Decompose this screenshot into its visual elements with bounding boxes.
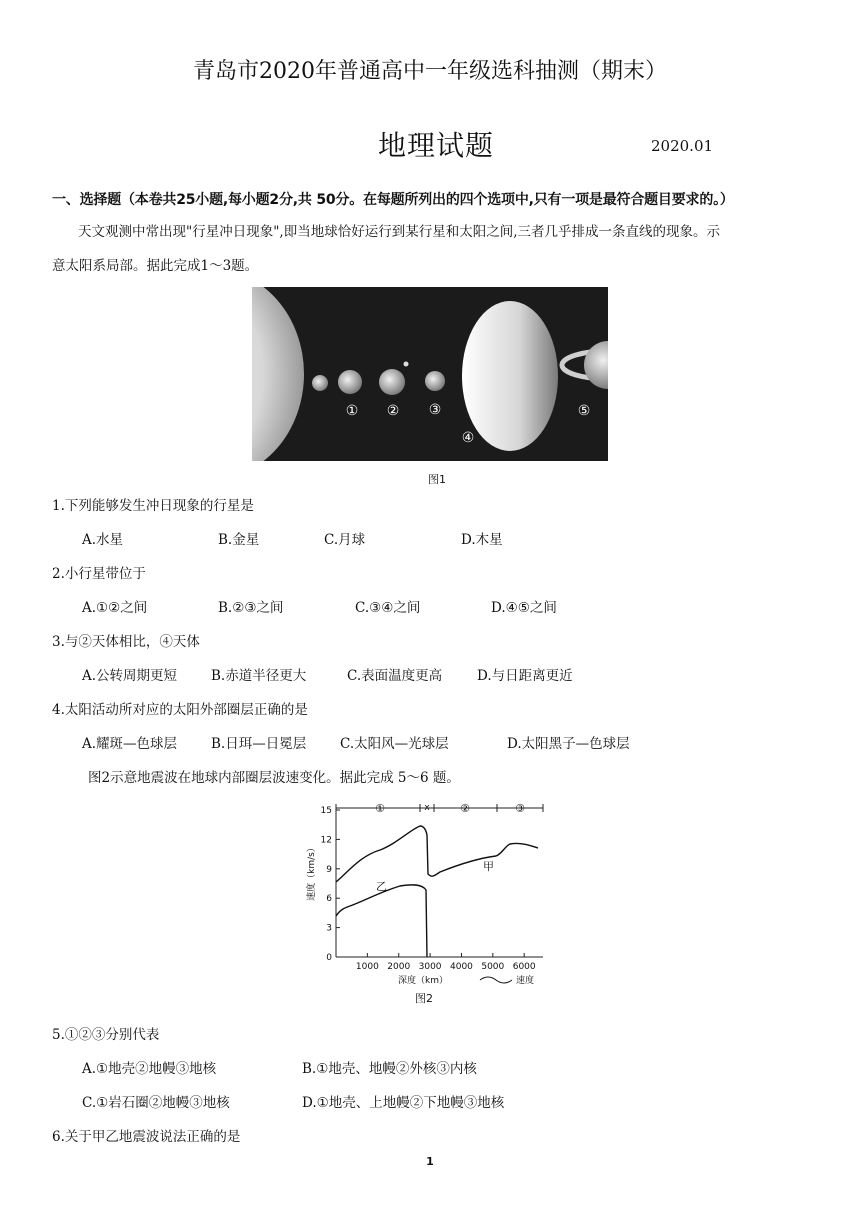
q4-option-d: D.太阳黑子—色球层 (507, 736, 630, 752)
q1-option-d: D.木星 (461, 532, 503, 548)
q3-option-b: B.赤道半径更大 (211, 668, 307, 684)
curve-yi-label: 乙 (376, 880, 387, 893)
curve-jia (336, 826, 538, 882)
y-tick-label: 9 (326, 864, 332, 875)
q2-option-d: D.④⑤之间 (491, 600, 557, 616)
q2-option-a: A.①②之间 (82, 600, 148, 616)
y-tick-label: 6 (326, 894, 332, 905)
y-tick-label: 0 (326, 953, 332, 963)
question-4: 4.太阳活动所对应的太阳外部圈层正确的是 (52, 702, 308, 718)
fig1-label-5: ⑤ (577, 403, 591, 419)
question-1: 1.下列能够发生冲日现象的行星是 (52, 498, 254, 514)
q2-option-c: C.③④之间 (355, 600, 421, 616)
solar-system-figure (252, 287, 608, 461)
subject-title: 地理试题 (378, 129, 495, 162)
q5-option-c: C.①岩石圈②地幔③地核 (82, 1095, 230, 1111)
zone-label-1: ① (375, 802, 385, 815)
jupiter-icon (462, 301, 558, 451)
fig1-label-1: ① (345, 403, 359, 419)
question-6: 6.关于甲乙地震波说法正确的是 (52, 1129, 241, 1145)
page-number: 1 (426, 1155, 434, 1168)
curve-yi (336, 885, 427, 957)
earth-icon (379, 369, 405, 395)
q4-option-a: A.耀斑—色球层 (82, 736, 178, 752)
legend-wave-icon (480, 977, 512, 983)
fig1-label-4: ④ (461, 430, 475, 446)
q4-option-b: B.日珥—日冕层 (211, 736, 307, 752)
x-tick-label: 3000 (418, 962, 442, 972)
q3-option-a: A.公转周期更短 (82, 668, 178, 684)
q5-option-d: D.①地壳、上地幔②下地幔③地核 (302, 1095, 505, 1111)
curve-jia-label: 甲 (483, 860, 494, 873)
x-tick-label: 6000 (512, 962, 536, 972)
question-2: 2.小行星带位于 (52, 566, 146, 582)
figure1-caption: 图1 (428, 473, 446, 486)
y-axis-label: 速度（km/s） (307, 843, 317, 901)
q3-option-d: D.与日距离更近 (477, 668, 573, 684)
venus-icon (338, 370, 362, 394)
x-axis-label: 深度（km） (398, 976, 448, 986)
legend-label: 速度 (516, 976, 535, 986)
q5-option-b: B.①地壳、地幔②外核③内核 (302, 1061, 477, 1077)
x-tick-label: 2000 (387, 962, 411, 972)
figure2-caption: 图2 (415, 992, 433, 1005)
moon-icon (404, 362, 409, 367)
q2-option-b: B.②③之间 (218, 600, 284, 616)
q5-option-a: A.①地壳②地幔③地核 (82, 1061, 217, 1077)
intro-line-1: 天文观测中常出现"行星冲日现象",即当地球恰好运行到某行星和太阳之间,三者几乎排成一条直线的现象。示 (78, 224, 721, 240)
q3-option-c: C.表面温度更高 (347, 668, 443, 684)
exam-date: 2020.01 (651, 137, 714, 155)
zone-label-2: ② (460, 802, 470, 815)
q4-option-c: C.太阳风—光球层 (340, 736, 449, 752)
seismic-wave-figure (300, 800, 550, 1010)
section-heading: 一、选择题（本卷共25小题,每小题2分,共 50分。在每题所列出的四个选项中,只有一项是最符合题目要求的。） (52, 192, 734, 208)
y-tick-label: 15 (320, 806, 332, 816)
q1-option-a: A.水星 (82, 532, 124, 548)
q1-option-c: C.月球 (324, 532, 366, 548)
question-5: 5.①②③分别代表 (52, 1027, 160, 1043)
zone-label-3: ③ (515, 802, 525, 815)
x-tick-label: 4000 (450, 962, 473, 972)
x-tick-label: 1000 (355, 962, 379, 972)
zone-label-x: x (424, 803, 430, 813)
fig1-label-3: ③ (428, 402, 442, 418)
intro-line-2: 意太阳系局部。据此完成1～3题。 (52, 258, 259, 274)
exam-title: 青岛市2020年普通高中一年级选科抽测（期末） (193, 59, 667, 84)
x-tick-label: 5000 (481, 962, 505, 972)
fig1-label-2: ② (386, 403, 400, 419)
question-3: 3.与②天体相比，④天体 (52, 634, 200, 650)
figure2-intro: 图2示意地震波在地球内部圈层波速变化。据此完成 5～6 题。 (88, 770, 460, 786)
y-tick-label: 3 (326, 923, 332, 934)
y-tick-label: 12 (320, 835, 332, 846)
mercury-icon (312, 375, 328, 391)
mars-icon (425, 371, 445, 391)
q1-option-b: B.金星 (218, 532, 260, 548)
